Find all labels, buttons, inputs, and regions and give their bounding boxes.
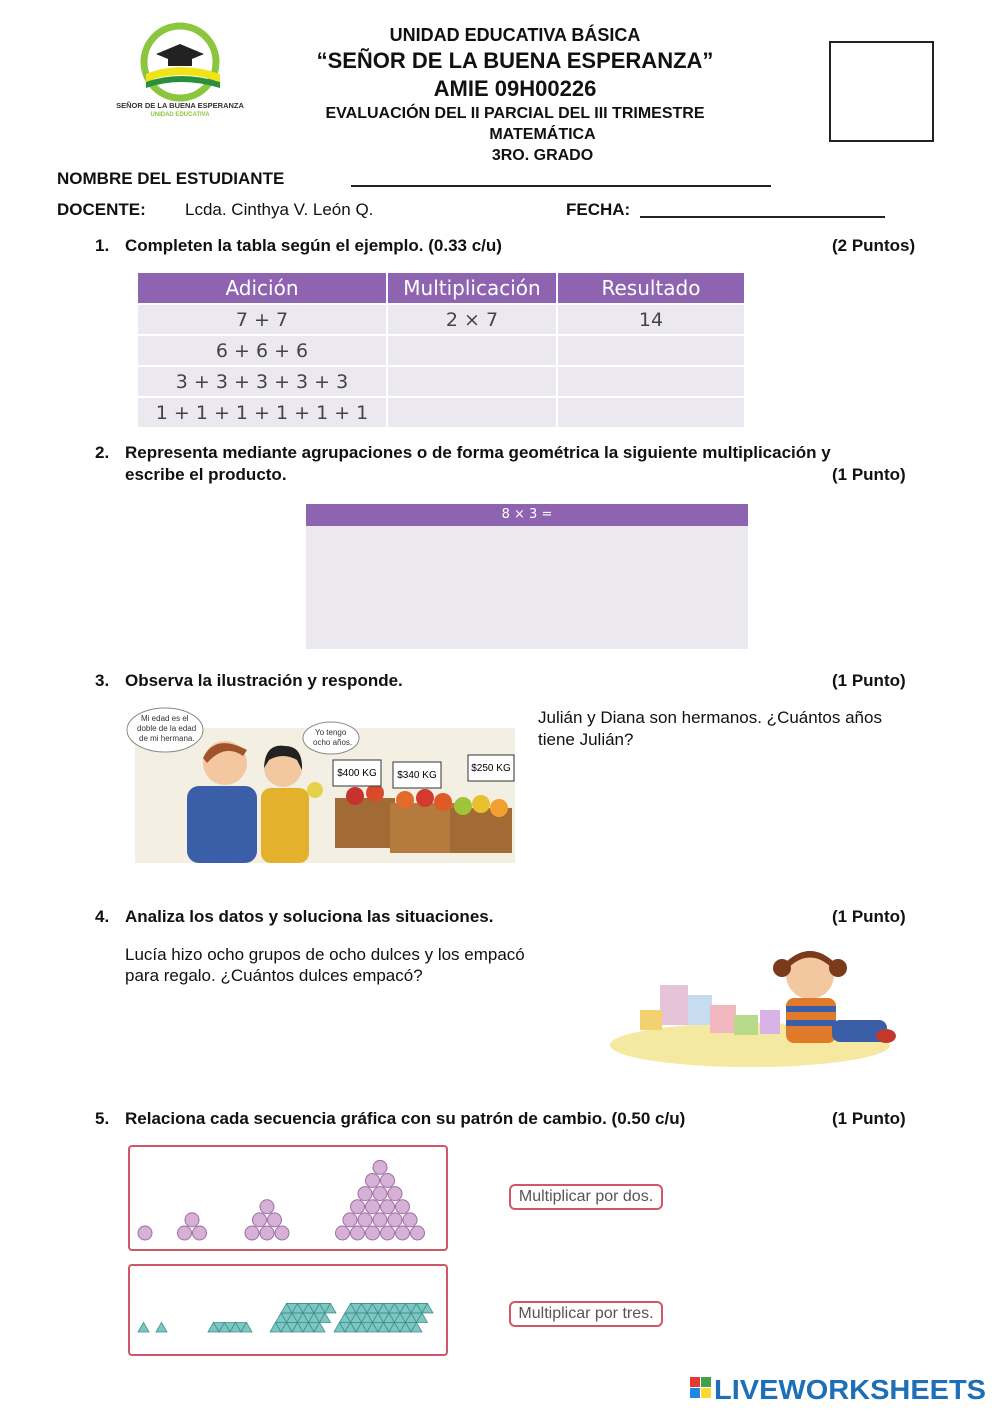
sequence-triangle <box>156 1322 167 1332</box>
sequence-circle <box>388 1213 402 1227</box>
school-name-line2: “SEÑOR DE LA BUENA ESPERANZA” <box>316 48 714 73</box>
sequence-circle <box>366 1226 380 1240</box>
sequence-circle <box>185 1213 199 1227</box>
q3-question-line2: tiene Julián? <box>538 730 634 749</box>
q2-points: (1 Punto) <box>832 465 906 484</box>
answer-cell[interactable] <box>557 335 744 366</box>
q3-text: Observa la ilustración y responde. <box>125 671 403 690</box>
sequence-circle <box>245 1226 259 1240</box>
answer-cell[interactable] <box>557 397 744 427</box>
q1-text: Completen la tabla según el ejemplo. (0.33 c/u) <box>125 236 502 255</box>
q3-number: 3. <box>95 671 110 690</box>
q4-number: 4. <box>95 907 110 926</box>
q3-question-line1: Julián y Diana son hermanos. ¿Cuántos años <box>538 708 882 727</box>
answer-cell[interactable] <box>387 366 557 397</box>
subject: MATEMÁTICA <box>489 126 596 143</box>
q4-points: (1 Punto) <box>832 907 906 926</box>
sequence-circle <box>366 1174 380 1188</box>
sequence-circle <box>373 1187 387 1201</box>
table-cell: 3 + 3 + 3 + 3 + 3 <box>138 366 387 397</box>
boy-bubble-line: doble de la edad <box>137 724 197 733</box>
q1-points: (2 Puntos) <box>832 236 916 255</box>
sequence-circle <box>373 1213 387 1227</box>
q4-problem-line2: para regalo. ¿Cuántos dulces empacó? <box>125 966 423 985</box>
date-field[interactable] <box>640 216 885 218</box>
svg-text:UNIDAD EDUCATIVA: UNIDAD EDUCATIVA <box>150 112 210 118</box>
price-sign: $250 KG <box>471 763 511 774</box>
school-amie: AMIE 09H00226 <box>433 76 597 101</box>
q2-text-line2: escribe el producto. <box>125 465 287 484</box>
market-illustration <box>125 708 517 863</box>
exam-title: EVALUACIÓN DEL II PARCIAL DEL III TRIMESTRE <box>325 105 705 122</box>
q4-problem-line1: Lucía hizo ocho grupos de ocho dulces y los empacó <box>125 945 525 964</box>
sequence-circle <box>411 1226 425 1240</box>
drawing-area[interactable] <box>306 504 748 649</box>
sequence-circle <box>381 1226 395 1240</box>
circle-sequence[interactable] <box>128 1145 448 1251</box>
brand-text: LIVEWORKSHEETS <box>714 1374 986 1405</box>
sequence-circle <box>381 1174 395 1188</box>
sequence-circle <box>193 1226 207 1240</box>
boy-bubble-line: Mi edad es el <box>141 714 189 723</box>
triangle-sequence[interactable] <box>128 1264 448 1356</box>
sequence-circle <box>275 1226 289 1240</box>
table-header: Multiplicación <box>387 273 557 304</box>
liveworksheets-logo <box>690 1374 990 1404</box>
table-header: Adición <box>138 273 387 304</box>
student-name-label: NOMBRE DEL ESTUDIANTE <box>57 169 285 188</box>
table-row <box>138 304 744 335</box>
q3-points: (1 Punto) <box>832 671 906 690</box>
operation-header: 8 × 3 = <box>306 504 748 526</box>
sequence-circle <box>366 1200 380 1214</box>
sequence-circle <box>351 1200 365 1214</box>
sequence-circle <box>336 1226 350 1240</box>
pattern-label-multiply-three[interactable]: Multiplicar por tres. <box>509 1301 663 1327</box>
q4-text: Analiza los datos y soluciona las situaciones. <box>125 907 494 926</box>
table-cell: 14 <box>557 304 744 335</box>
q5-text: Relaciona cada secuencia gráfica con su patrón de cambio. (0.50 c/u) <box>125 1109 686 1128</box>
sequence-circle <box>403 1213 417 1227</box>
price-sign: $340 KG <box>397 770 437 781</box>
sequence-circle <box>358 1213 372 1227</box>
table-cell: 7 + 7 <box>138 304 387 335</box>
q5-points: (1 Punto) <box>832 1109 906 1128</box>
sequence-circle <box>268 1213 282 1227</box>
multiplication-table <box>138 273 744 427</box>
girl-bubble-line: Yo tengo <box>315 728 347 737</box>
sequence-circle <box>260 1226 274 1240</box>
sequence-circle <box>343 1213 357 1227</box>
table-row <box>138 366 744 397</box>
sequence-circle <box>381 1200 395 1214</box>
sequence-circle <box>351 1226 365 1240</box>
q2-text-line1: Representa mediante agrupaciones o de forma geométrica la siguiente multiplicación y <box>125 443 831 462</box>
sequence-circle <box>373 1160 387 1174</box>
table-cell: 6 + 6 + 6 <box>138 335 387 366</box>
table-header: Resultado <box>557 273 744 304</box>
svg-text:SEÑOR DE LA BUENA ESPERANZA: SEÑOR DE LA BUENA ESPERANZA <box>116 101 244 110</box>
score-box[interactable] <box>829 41 934 142</box>
q5-number: 5. <box>95 1109 110 1128</box>
sequence-circle <box>260 1200 274 1214</box>
sequence-circle <box>396 1200 410 1214</box>
table-cell: 2 × 7 <box>387 304 557 335</box>
sequence-triangle <box>138 1322 149 1332</box>
table-cell: 1 + 1 + 1 + 1 + 1 + 1 <box>138 397 387 427</box>
sequence-circle <box>253 1213 267 1227</box>
school-logo <box>116 20 244 120</box>
school-name-line1: UNIDAD EDUCATIVA BÁSICA <box>389 25 641 45</box>
teacher-label: DOCENTE: <box>57 200 146 219</box>
grade: 3RO. GRADO <box>491 147 594 164</box>
sequence-circle <box>178 1226 192 1240</box>
teacher-name: Lcda. Cinthya V. León Q. <box>185 200 374 219</box>
sequence-circle <box>358 1187 372 1201</box>
pattern-label-multiply-two[interactable]: Multiplicar por dos. <box>509 1184 663 1210</box>
sequence-circle <box>388 1187 402 1201</box>
q1-number: 1. <box>95 236 110 255</box>
sequence-circle <box>138 1226 152 1240</box>
girl-bubble-line: ocho años. <box>313 738 353 747</box>
q2-number: 2. <box>95 443 110 462</box>
answer-cell[interactable] <box>387 397 557 427</box>
boy-bubble-line: de mi hermana. <box>139 734 195 743</box>
sequence-circle <box>396 1226 410 1240</box>
answer-cell[interactable] <box>557 366 744 397</box>
table-row <box>138 397 744 427</box>
answer-cell[interactable] <box>387 335 557 366</box>
girl-gifts-illustration <box>610 940 900 1070</box>
date-label: FECHA: <box>566 200 631 219</box>
price-sign: $400 KG <box>337 768 377 779</box>
student-name-field[interactable] <box>351 185 771 187</box>
table-row <box>138 335 744 366</box>
